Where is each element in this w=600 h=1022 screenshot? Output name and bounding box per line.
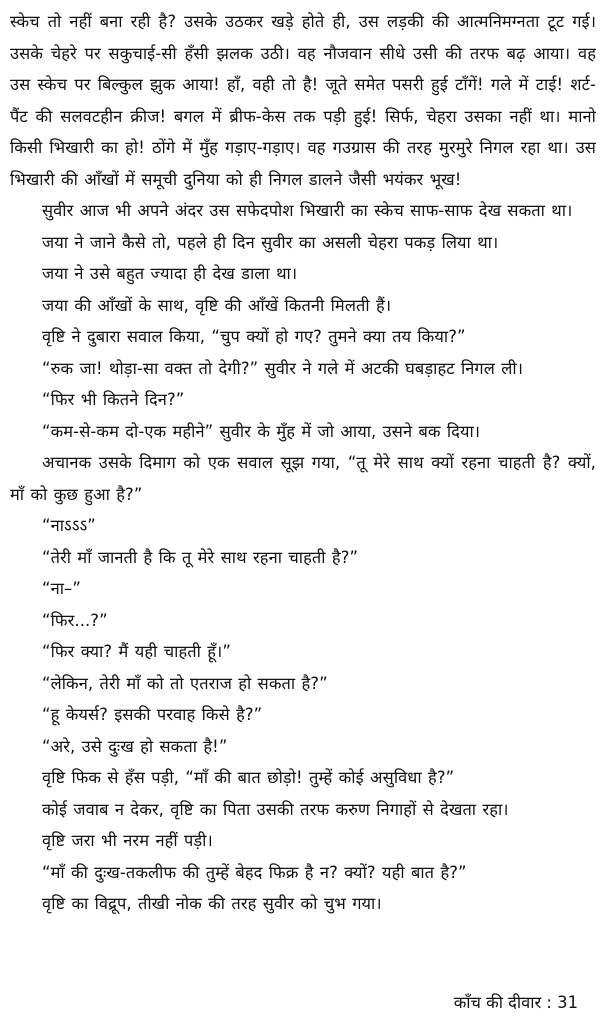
paragraph-13: “ना–” bbox=[42, 579, 81, 598]
paragraph-20: कोई जवाब न देकर, वृष्टि का पिता उसकी तरफ करुण निगाहों से देखता रहा। bbox=[42, 799, 509, 819]
paragraph-23: वृष्टि का विद्रूप, तीखी नोक की तरह सुवीर को चुभ गया। bbox=[42, 894, 382, 913]
paragraph-2: सुवीर आज भी अपने अंदर उस सफेदपोश भिखारी का स्केच साफ-साफ देख सकता था। bbox=[42, 201, 573, 220]
paragraph-21: वृष्टि जरा भी नरम नहीं पड़ी। bbox=[42, 831, 213, 850]
paragraph-14: “फिर...?” bbox=[42, 610, 108, 630]
paragraph-9: “कम-से-कम दो-एक महीने” सुवीर के मुँह में जो आया, उसने बक दिया। bbox=[42, 421, 481, 441]
page-footer: काँच की दीवार : 31 bbox=[453, 993, 578, 1012]
paragraph-11: “नाऽऽऽ” bbox=[42, 516, 96, 535]
paragraph-1: स्केच तो नहीं बना रही है? उसके उठकर खड़े होते ही, उस लड़की की आत्मनिमग्नता टूट गई। उसके चेहरे पर सकुचाई-सी हँसी झलक उठी। वह नौजवान सीधे उसी की तरफ बढ़ आया। वह उस स्केच पर बिल्कुल झुक आया! हाँ, वही तो है! जूते समेत पसरी हुई टाँगें! गले में टाई! शर्ट-पैंट की सलवटहीन क्रीज! बगल में ब्रीफ-केस तक पड़ी हुई! सिर्फ, चेहरा उसका नहीं था। मानो किसी भिखारी का हो! ठोंगे में मुँह गड़ाए-गड़ाए। वह गउग्रास की तरह मुरमुरे निगल रहा था। उस भिखारी की आँखों में समूची दुनिया को ही निगल डालने जैसी भयंकर भूख! bbox=[10, 12, 596, 189]
paragraph-8: “फिर भी कितने दिन?” bbox=[42, 390, 185, 409]
paragraph-18: “अरे, उसे दुःख हो सकता है!” bbox=[42, 736, 228, 756]
paragraph-22: “माँ की दुःख-तकलीफ की तुम्हें बेहद फिक्र है न? क्यों? यही बात है?” bbox=[42, 862, 467, 882]
paragraph-15: “फिर क्या? मैं यही चाहती हूँ।” bbox=[42, 642, 231, 661]
paragraph-17: “हू केयर्स? इसकी परवाह किसे है?” bbox=[42, 705, 263, 724]
book-page bbox=[10, 6, 596, 1016]
paragraph-16: “लेकिन, तेरी माँ को तो एतराज हो सकता है?” bbox=[42, 673, 328, 693]
paragraph-7: “रुक जा! थोड़ा-सा वक्त तो देगी?” सुवीर ने गले में अटकी घबड़ाहट निगल ली। bbox=[42, 358, 524, 378]
paragraph-5: जया की आँखों के साथ, वृष्टि की आँखें कितनी मिलती हैं। bbox=[42, 295, 392, 315]
paragraph-4: जया ने उसे बहुत ज्यादा ही देख डाला था। bbox=[42, 264, 298, 283]
paragraph-6: वृष्टि ने दुबारा सवाल किया, “चुप क्यों हो गए? तुमने क्या तय किया?” bbox=[42, 327, 466, 346]
paragraph-10: अचानक उसके दिमाग को एक सवाल सूझ गया, “तू मेरे साथ क्यों रहना चाहती है? क्यों, माँ को कुछ हुआ है?” bbox=[10, 453, 596, 504]
paragraph-3: जया ने जाने कैसे तो, पहले ही दिन सुवीर का असली चेहरा पकड़ लिया था। bbox=[42, 232, 499, 252]
paragraph-12: “तेरी माँ जानती है कि तू मेरे साथ रहना चाहती है?” bbox=[42, 547, 359, 567]
paragraph-19: वृष्टि फिक से हँस पड़ी, “माँ की बात छोड़ो! तुम्हें कोई असुविधा है?” bbox=[42, 768, 455, 787]
